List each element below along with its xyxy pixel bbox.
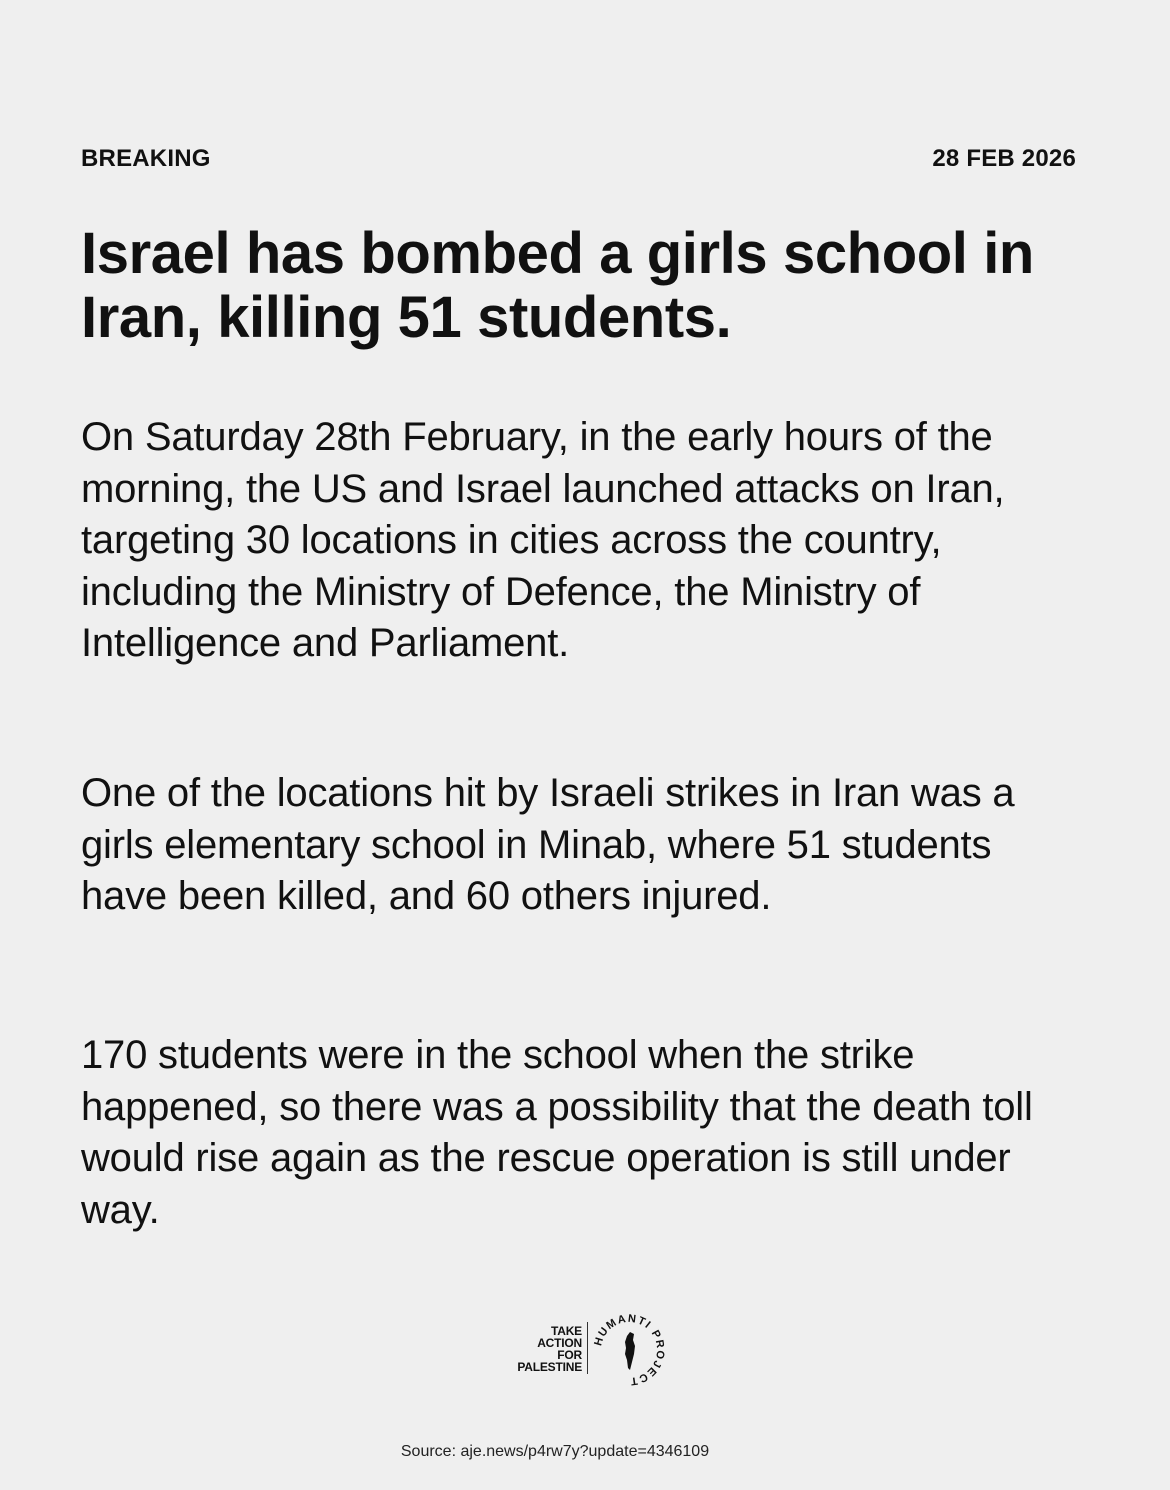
paragraph-1: On Saturday 28th February, in the early hours of the morning, the US and Israel launched attacks on Iran, targeting 30 locations in cities across the country, including the Ministry of Defence, the Ministry of Intelligence and Parliament.	[81, 415, 1005, 665]
logo-divider	[587, 1322, 588, 1374]
paragraph-3: 170 students were in the school when the strike happened, so there was a possibility that the death toll would rise again as the rescue operation is still under way.	[81, 1033, 1033, 1232]
paragraph-2: One of the locations hit by Israeli strikes in Iran was a girls elementary school in Minab, where 51 students have been killed, and 60 others injured.	[81, 771, 1015, 918]
breaking-label: BREAKING	[81, 145, 211, 172]
date-label: 28 FEB 2026	[932, 145, 1076, 172]
source-citation: Source: aje.news/p4rw7y?update=4346109	[400, 1443, 710, 1460]
logo-line: ACTION	[537, 1336, 582, 1350]
logo	[505, 1310, 675, 1390]
logo-line: TAKE	[551, 1324, 582, 1338]
logo-wordmark	[517, 1325, 582, 1373]
seal-text: HUMANTI PROJECT	[592, 1312, 667, 1388]
palestine-map-seal-icon	[589, 1310, 669, 1390]
logo-line: FOR	[557, 1348, 582, 1362]
headline: Israel has bombed a girls school in Iran, killing 51 students.	[81, 221, 1034, 350]
logo-line: PALESTINE	[517, 1360, 582, 1374]
